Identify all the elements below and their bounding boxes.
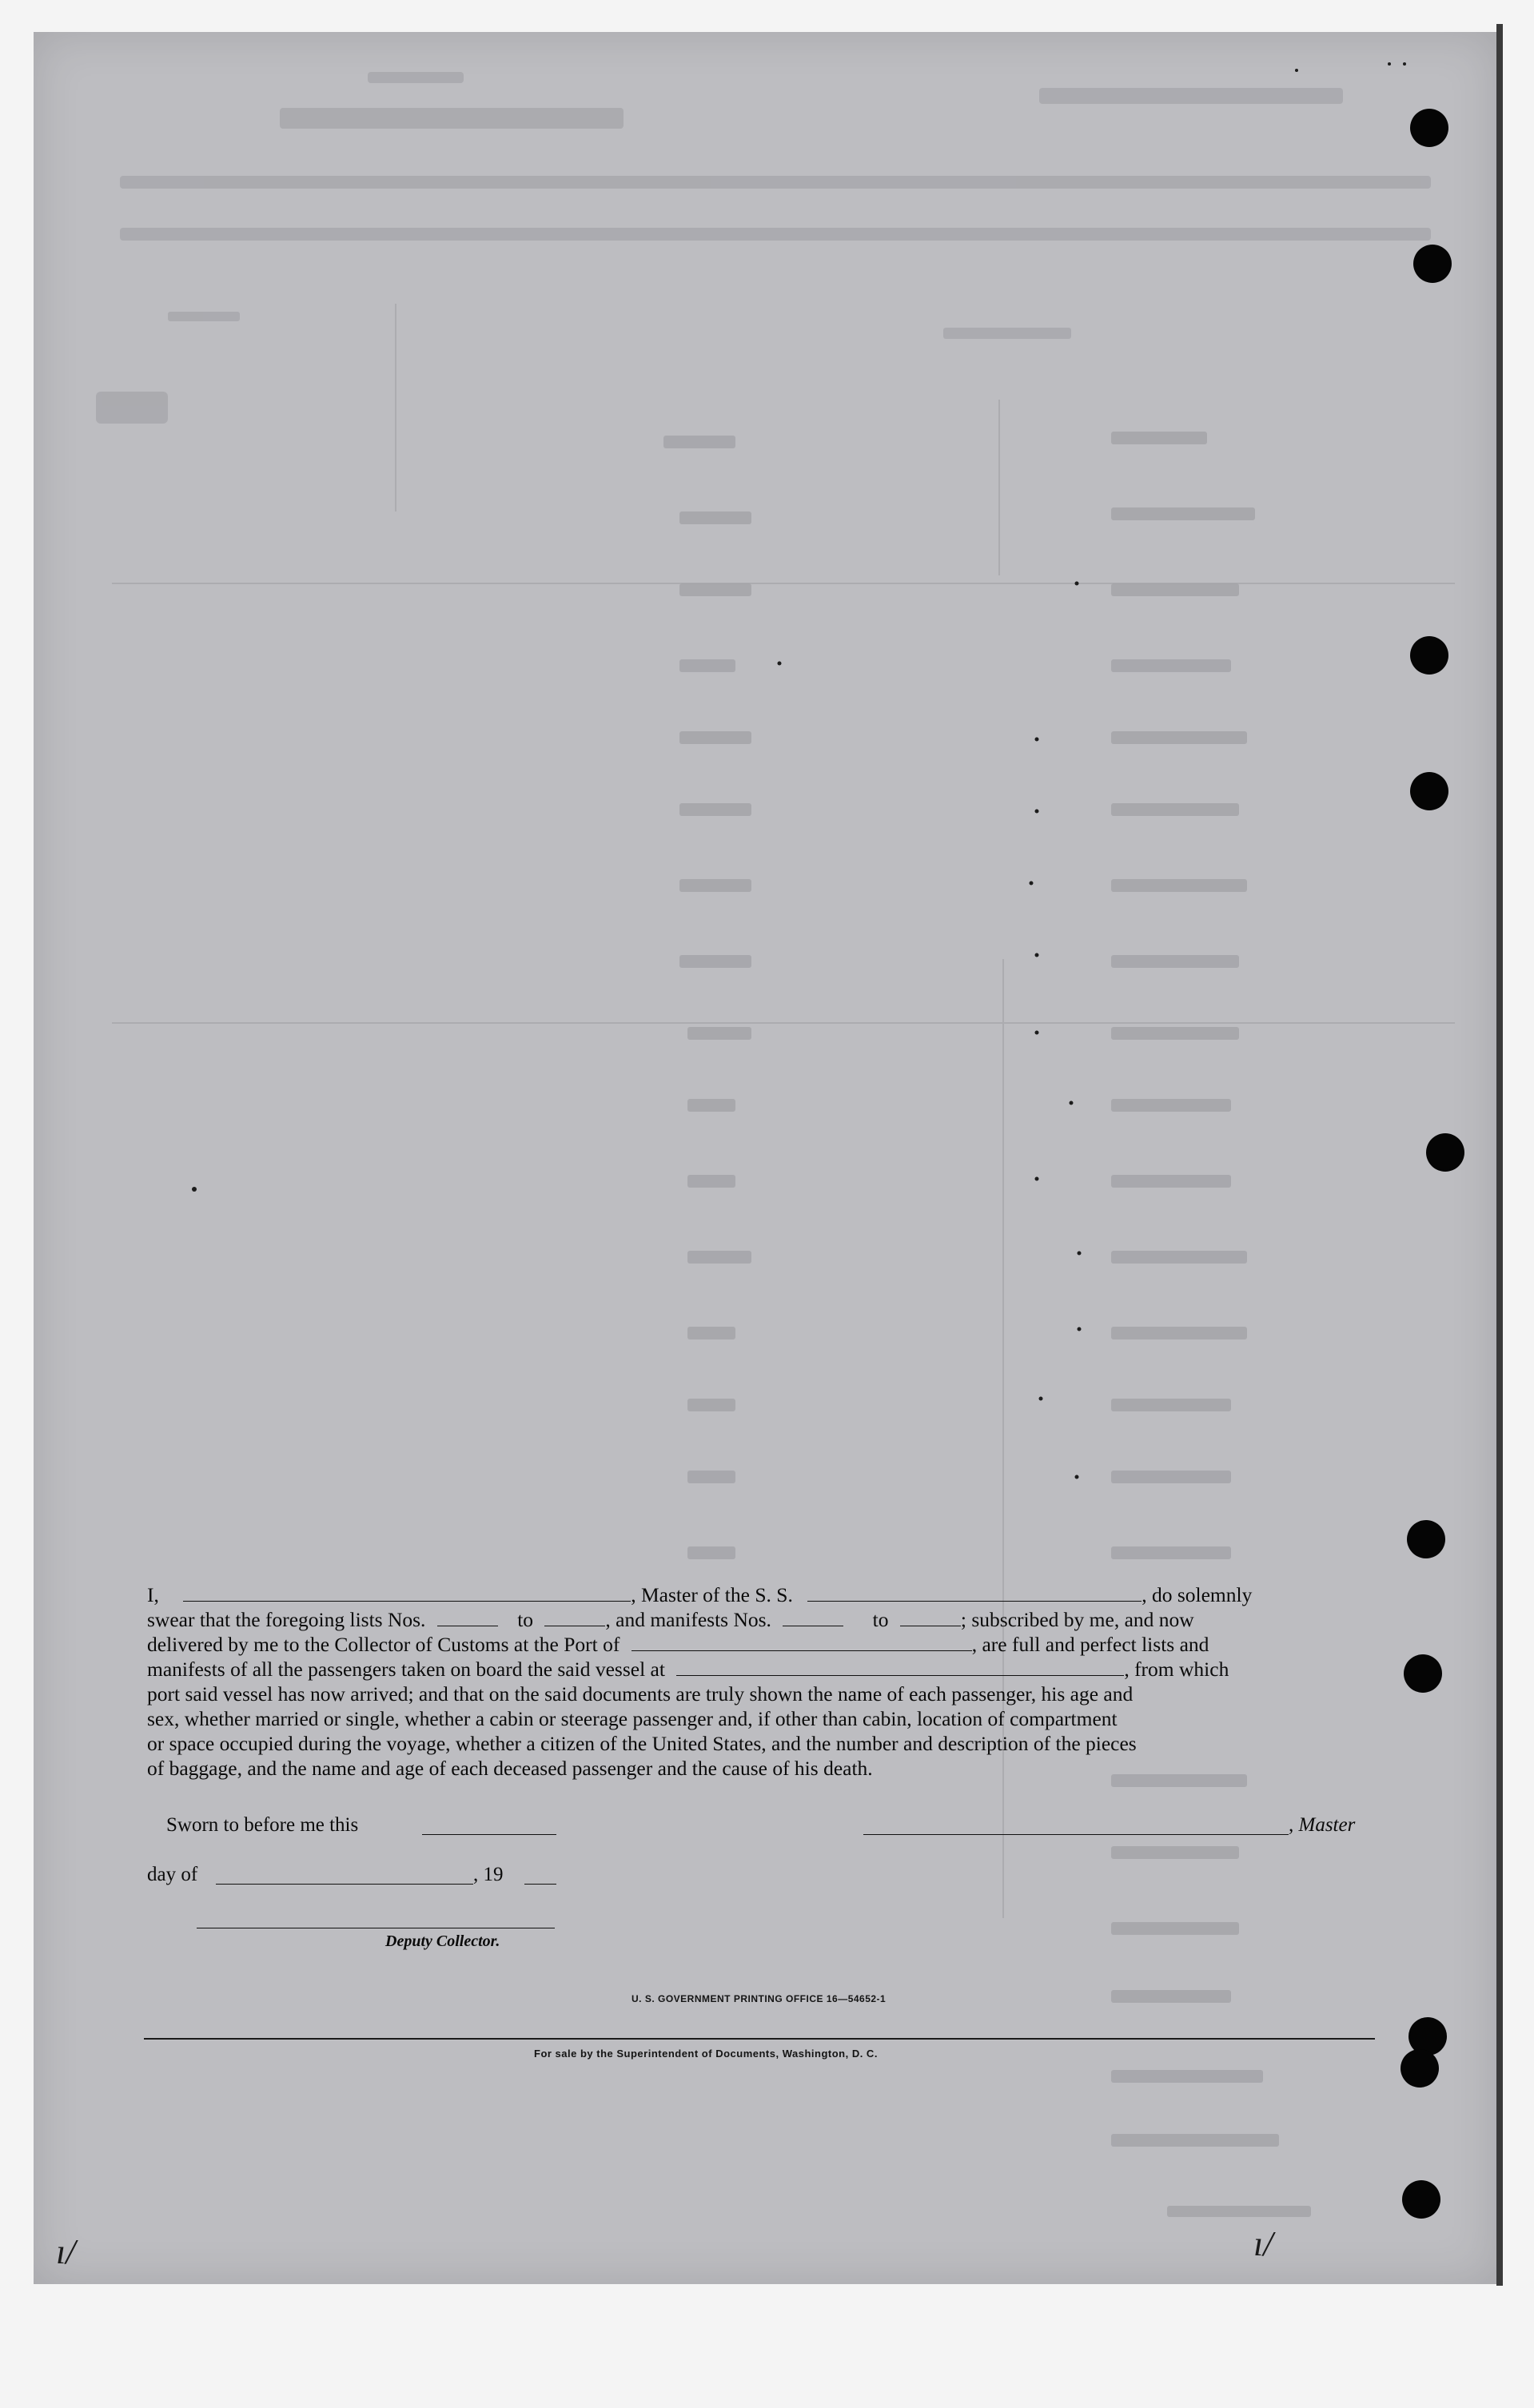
oath-text: , from which [1124,1658,1229,1681]
master-oath-paragraph [147,1582,1377,1781]
oath-text: delivered by me to the Collector of Customs at the Port of [147,1633,620,1656]
departure-port-field[interactable] [676,1659,1124,1676]
oath-text: swear that the foregoing lists Nos. [147,1608,426,1631]
punch-hole-6 [1407,1520,1445,1558]
oath-line-3 [147,1632,1377,1657]
oath-text: , and manifests Nos. [605,1608,771,1631]
day-of-label: day of [147,1864,198,1885]
punch-hole-5 [1426,1133,1464,1172]
sheet-right-edge [1496,24,1503,2286]
punch-hole-2 [1413,245,1452,283]
year-field[interactable] [524,1868,556,1885]
list-no-from-field[interactable] [437,1610,498,1626]
month-field[interactable] [216,1868,473,1885]
oath-line-6: sex, whether married or single, whether a cabin or steerage passenger and, if other than cabin, location of compartment [147,1707,1118,1730]
sworn-label: Sworn to before me this [166,1814,359,1836]
oath-text: to [872,1608,889,1631]
oath-text: to [517,1608,534,1631]
master-name-field[interactable] [183,1585,631,1602]
oath-text: , Master of the S. S. [631,1583,793,1606]
year-label: , 19 [473,1864,504,1885]
oath-line-5: port said vessel has now arrived; and that on the said documents are truly shown the name of each passenger, his age and [147,1682,1134,1706]
manifest-no-to-field[interactable] [900,1610,961,1626]
deputy-collector-label: Deputy Collector. [385,1932,500,1950]
port-field[interactable] [632,1634,972,1651]
punch-hole-4 [1410,772,1448,810]
for-sale-notice: For sale by the Superintendent of Documents, Washington, D. C. [534,2048,878,2060]
handwritten-mark-left: ı/ [56,2232,76,2271]
footer-rule [144,2038,1375,2040]
oath-line-8: of baggage, and the name and age of each deceased passenger and the cause of his death. [147,1757,873,1780]
printing-office-imprint: U. S. GOVERNMENT PRINTING OFFICE 16—54652-1 [632,1993,887,2004]
oath-text: , do solemnly [1142,1583,1253,1606]
master-signature-field[interactable] [863,1818,1289,1835]
manifest-no-from-field[interactable] [783,1610,843,1626]
oath-text: , are full and perfect lists and [971,1633,1209,1656]
punch-hole-7 [1404,1654,1442,1693]
ship-name-field[interactable] [807,1585,1142,1602]
list-no-to-field[interactable] [544,1610,605,1626]
oath-line-1 [147,1582,1377,1607]
oath-line-2 [147,1607,1377,1632]
punch-hole-9 [1401,2049,1439,2088]
handwritten-mark-right: ı/ [1253,2224,1273,2263]
punch-hole-1 [1410,109,1448,147]
oath-text: manifests of all the passengers taken on board the said vessel at [147,1658,665,1681]
sworn-day-field[interactable] [422,1818,556,1835]
oath-text: ; subscribed by me, and now [960,1608,1194,1631]
punch-hole-3 [1410,636,1448,675]
oath-line-7: or space occupied during the voyage, whether a citizen of the United States, and the number and description of the pieces [147,1732,1137,1755]
master-signature-label: , Master [1289,1814,1356,1836]
manifest-sheet [34,32,1496,2284]
oath-line-4 [147,1657,1377,1682]
oath-text: I, [147,1583,159,1606]
punch-hole-10 [1402,2180,1440,2219]
deputy-collector-signature-field[interactable] [197,1912,555,1928]
